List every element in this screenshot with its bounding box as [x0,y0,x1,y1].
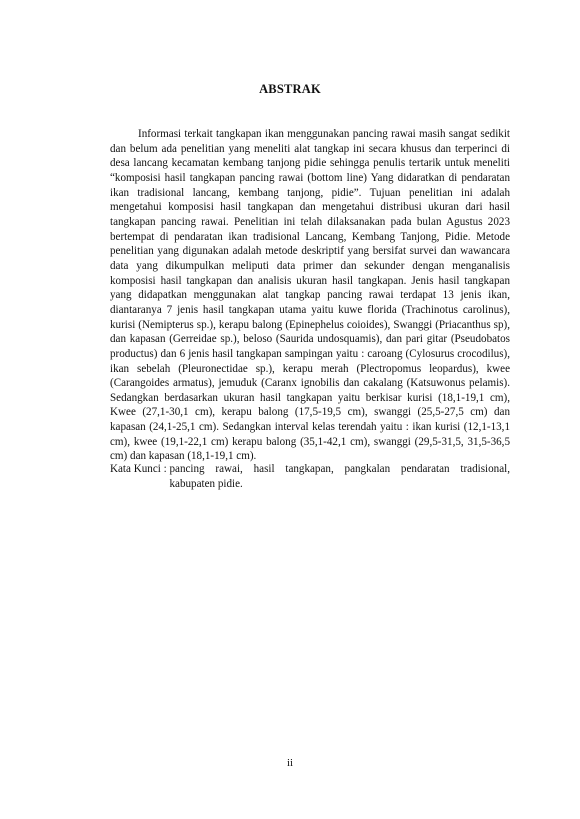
page-number: ii [286,757,294,769]
abstract-title: ABSTRAK [259,82,321,96]
keywords-text: pancing rawai, hasil tangkapan, pangkalan pendaratan tradisional, kabupaten pidie. [169,463,510,490]
keywords-label: Kata Kunci : [110,463,170,475]
keywords-section [110,462,510,491]
abstract-body: Informasi terkait tangkapan ikan menggunakan pancing rawai masih sangat sedikit dan belum ada penelitian yang meneliti alat tangkap ini secara khusus dan terperinci di desa lancang kecamatan kembang tanjong pidie sehingga penulis tertarik untuk meneliti “komposisi hasil tangkapan pancing rawai (bottom line) Yang didaratkan di pendaratan ikan tradisional lancang, kembang tanjong, pidie”. Tujuan penelitian ini adalah mengetahui komposisi hasil tangkapan dan mengetahui distribusi ukuran dari hasil tangkapan pancing rawai. Penelitian ini telah dilaksanakan pada bulan Agustus 2023 bertempat di pendaratan ikan tradisional Lancang, Kembang Tanjong, Pidie. Metode penelitian yang digunakan adalah metode deskriptif yang bersifat survei dan wawancara data yang dikumpulkan meliputi data primer dan sekunder dengan menganalisis komposisi hasil tangkapan dan analisis ukuran hasil tangkapan. Jenis hasil tangkapan yang didapatkan menggunakan alat tangkap pancing rawai terdapat 13 jenis ikan, diantaranya 7 jenis hasil tangkapan utama yaitu kuwe florida (Trachinotus carolinus), kurisi (Nemipterus sp.), kerapu balong (Epinephelus coioides), Swanggi (Priacanthus sp), dan kapasan (Gerreidae sp.), beloso (Saurida undosquamis), dan pari gitar (Pseudobatos productus) dan 6 jenis hasil tangkapan sampingan yaitu : caroang (Cylosurus crocodilus), ikan sebelah (Pleuronectidae sp.), kerapu merah (Plectropomus leopardus), kwee (Carangoides armatus), jemuduk (Caranx ignobilis dan cakalang (Katsuwonus pelamis). Sedangkan berdasarkan ukuran hasil tangkapan yaitu berkisar kurisi (18,1-19,1 cm), Kwee (27,1-30,1 cm), kerapu balong (17,5-19,5 cm), swanggi (25,5-27,5 cm) dan kapasan (24,1-25,1 cm). Sedangkan interval kelas terendah yaitu : ikan kurisi (12,1-13,1 cm), kwee (19,1-22,1 cm) kerapu balong (35,1-42,1 cm), swanggi (29,5-31,5, 31,5-36,5 cm) dan kapasan (18,1-19,1 cm). [110,128,510,463]
